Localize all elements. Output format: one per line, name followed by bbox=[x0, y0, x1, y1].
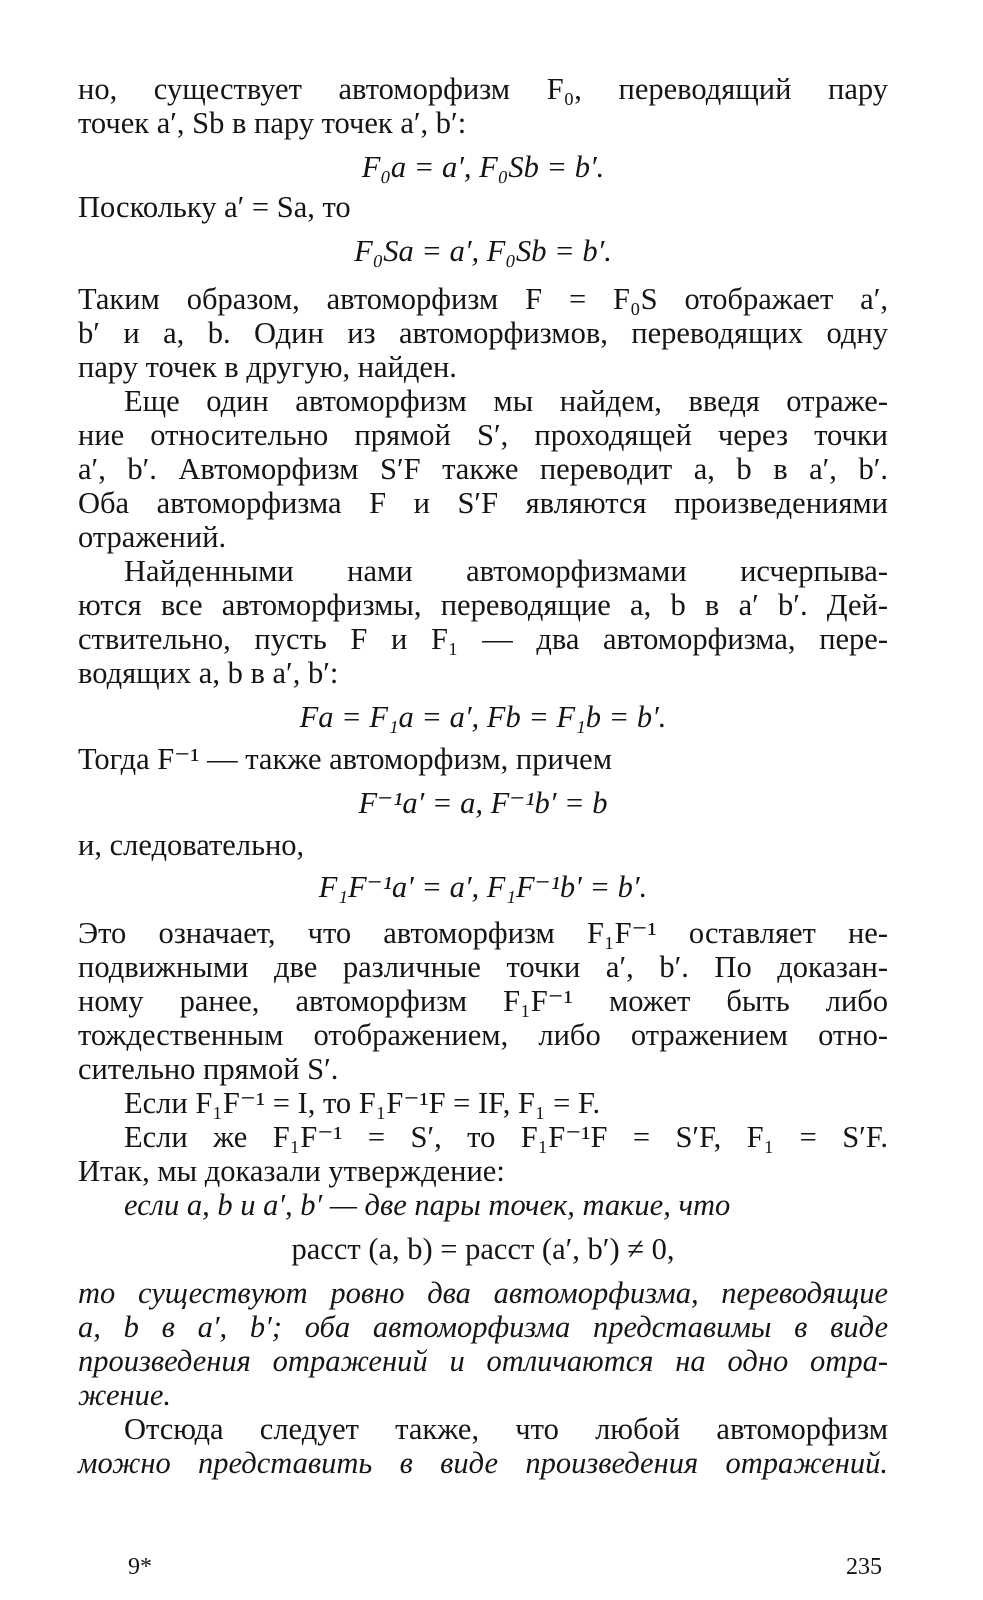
text-line: водящих a, b в a′, b′: bbox=[78, 656, 339, 690]
text-line: Поскольку a′ = Sa, то bbox=[78, 190, 351, 224]
text-line: Если F₁F⁻¹ = I, то F₁F⁻¹F = IF, F₁ = F. bbox=[124, 1086, 601, 1120]
text-line: ются все автоморфизмы, переводящие a, b в a′ b′. Дей- bbox=[78, 588, 888, 622]
text-line: Это означает, что автоморфизм F₁F⁻¹ оставляет не- bbox=[78, 916, 888, 950]
text-line: Найденными нами автоморфизмами исчерпыва- bbox=[124, 554, 888, 588]
formula: F₀Sa = a′, F₀Sb = b′. bbox=[354, 234, 612, 268]
text-line: сительно прямой S′. bbox=[78, 1052, 339, 1086]
formula: F⁻¹a′ = a, F⁻¹b′ = b bbox=[358, 786, 608, 820]
text-line: a′, b′. Автоморфизм S′F также переводит a, b в a′, b′. bbox=[78, 452, 888, 486]
theorem-line: то существуют ровно два автоморфизма, переводящие bbox=[78, 1276, 888, 1310]
theorem-line: произведения отражений и отличаются на одно отра- bbox=[78, 1344, 888, 1378]
text-line: подвижными две различные точки a′, b′. По доказан- bbox=[78, 950, 888, 984]
text-line: ние относительно прямой S′, проходящей через точки bbox=[78, 418, 888, 452]
theorem-line: если a, b и a′, b′ — две пары точек, такие, что bbox=[124, 1188, 731, 1222]
text-line: b′ и a, b. Один из автоморфизмов, переводящих одну bbox=[78, 316, 888, 350]
text-line: тождественным отображением, либо отражением отно- bbox=[78, 1018, 888, 1052]
text-line: Тогда F⁻¹ — также автоморфизм, причем bbox=[78, 742, 613, 776]
text-line: и, следовательно, bbox=[78, 828, 305, 862]
text-line: Отсюда следует также, что любой автоморфизм bbox=[124, 1412, 888, 1446]
text-line: точек a′, Sb в пару точек a′, b′: bbox=[78, 106, 467, 140]
theorem-line: жение. bbox=[78, 1378, 172, 1412]
signature-mark: 9* bbox=[128, 1554, 152, 1580]
text-line: ствительно, пусть F и F₁ — два автоморфизма, пере- bbox=[78, 622, 888, 656]
text-line: Если же F₁F⁻¹ = S′, то F₁F⁻¹F = S′F, F₁ = S′F. bbox=[124, 1120, 888, 1154]
text-line: отражений. bbox=[78, 520, 227, 554]
text-line: но, существует автоморфизм F₀, переводящий пару bbox=[78, 72, 888, 106]
formula: Fa = F₁a = a′, Fb = F₁b = b′. bbox=[299, 700, 667, 734]
formula: расст (a, b) = расст (a′, b′) ≠ 0, bbox=[291, 1232, 675, 1266]
text-line: можно представить в виде произведения отражений. bbox=[78, 1446, 888, 1480]
text-line: Итак, мы доказали утверждение: bbox=[78, 1154, 505, 1188]
theorem-line: a, b в a′, b′; оба автоморфизма представимы в виде bbox=[78, 1310, 888, 1344]
text-line: Таким образом, автоморфизм F = F₀S отображает a′, bbox=[78, 282, 888, 316]
formula: F₀a = a′, F₀Sb = b′. bbox=[361, 150, 605, 184]
page-number: 235 bbox=[846, 1554, 882, 1580]
text-line: Еще один автоморфизм мы найдем, введя отраже- bbox=[124, 384, 888, 418]
text-line: ному ранее, автоморфизм F₁F⁻¹ может быть либо bbox=[78, 984, 888, 1018]
formula: F₁F⁻¹a′ = a′, F₁F⁻¹b′ = b′. bbox=[318, 870, 648, 904]
text-line: пару точек в другую, найден. bbox=[78, 350, 457, 384]
text-line: Оба автоморфизма F и S′F являются произведениями bbox=[78, 486, 888, 520]
